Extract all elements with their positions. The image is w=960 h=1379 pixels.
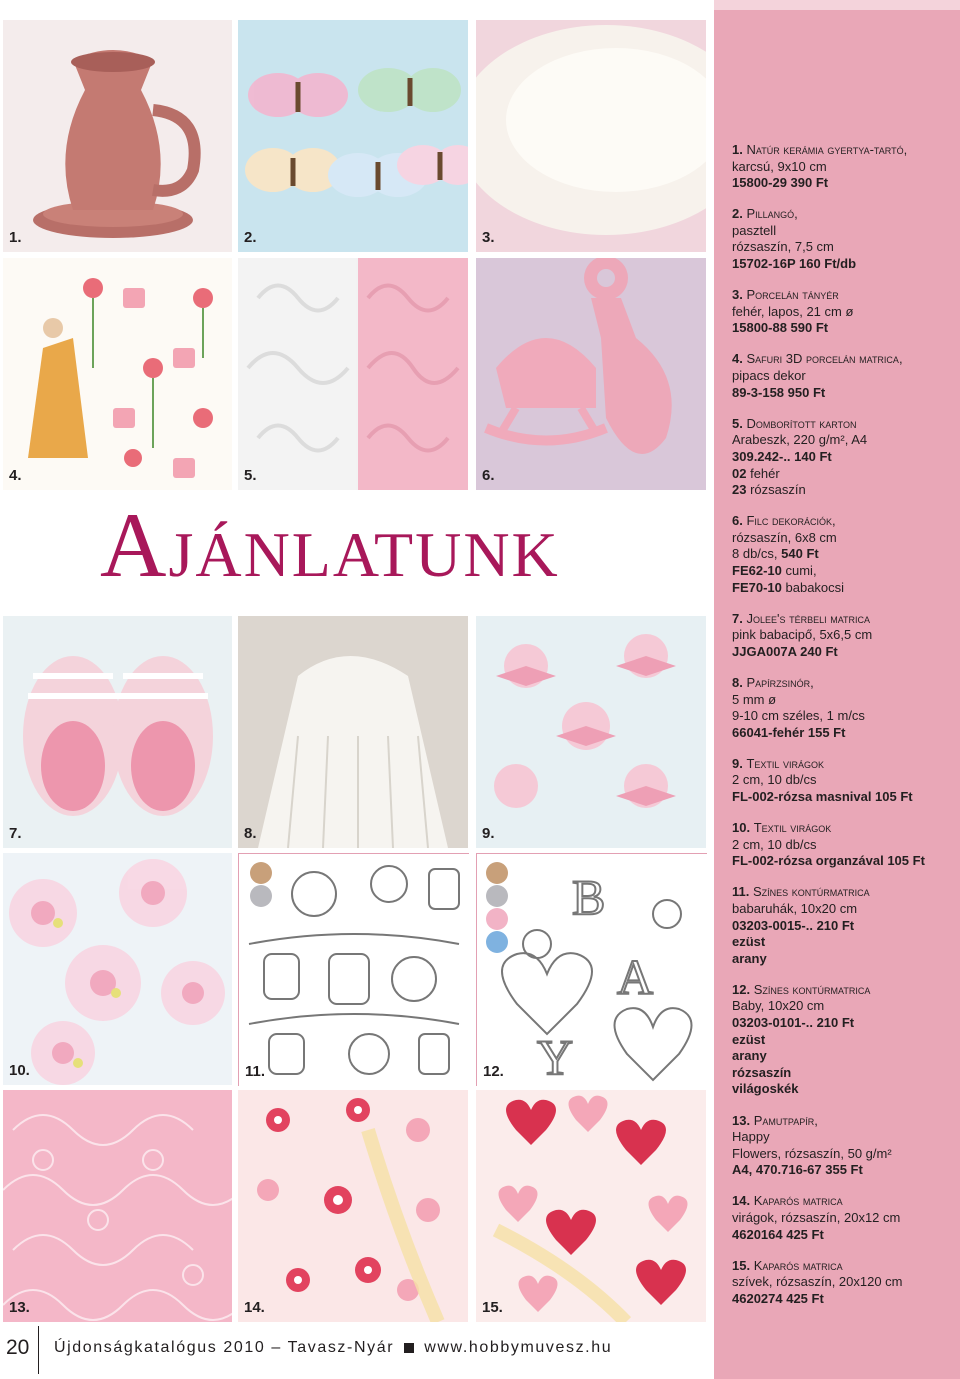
item-desc: pasztell (732, 222, 777, 238)
item-code: 4620274 425 Ft (732, 1290, 824, 1306)
product-photo-2 (238, 20, 468, 252)
product-photo-3 (476, 20, 706, 252)
item-index: 10. (732, 820, 751, 836)
tile-number: 8. (244, 825, 257, 842)
item-title: Textil virágok (753, 820, 832, 836)
product-item (732, 675, 954, 741)
item-title: Natúr kerámia gyertya-tartó, (746, 142, 908, 157)
footer-text (54, 1339, 612, 1357)
product-item (732, 416, 954, 499)
product-list-sidebar (714, 0, 960, 1379)
footer-divider (38, 1326, 39, 1374)
item-title: Kaparós matrica (753, 1257, 843, 1273)
item-title: Domborított karton (746, 415, 857, 431)
felt-pacifier-stroller-icon (476, 258, 706, 490)
tile-number: 9. (482, 825, 495, 842)
item-desc: 2 cm, 10 db/cs (732, 836, 817, 852)
product-list (732, 142, 954, 1322)
item-index: 3. (732, 287, 743, 303)
headline-text: Ajánlatunk (100, 494, 560, 596)
item-desc: virágok, rózsaszín, 20x12 cm (732, 1209, 901, 1225)
item-index: 9. (732, 755, 743, 771)
item-desc: rózsaszín, 7,5 cm (732, 239, 834, 255)
tile-number: 11. (245, 1063, 266, 1080)
color-swatches-11 (250, 862, 276, 912)
swatch-gold (486, 862, 508, 884)
item-desc: szívek, rózsaszín, 20x120 cm (732, 1274, 903, 1290)
tile-number: 15. (482, 1299, 503, 1316)
item-index: 1. (732, 142, 743, 157)
item-code: FL-002-rózsa organzával 105 Ft (732, 853, 925, 869)
ceramic-jug-icon (3, 20, 232, 252)
item-code: 309.242-.. 140 Ft (732, 448, 832, 464)
tile-number: 3. (482, 229, 495, 246)
product-item (732, 1258, 954, 1308)
product-item (732, 1193, 954, 1243)
product-photo-5 (238, 258, 468, 490)
item-variant-code: 23 (732, 482, 747, 498)
item-title: Színes kontúrmatrica (752, 884, 870, 900)
swatch-silver (250, 885, 272, 907)
svg-text:Y: Y (537, 1029, 574, 1085)
product-item (732, 611, 954, 661)
item-title: Jolee's térbeli matrica (746, 610, 871, 626)
svg-text:B: B (572, 869, 606, 925)
item-desc: pink babacipő, 5x6,5 cm (732, 627, 873, 643)
item-code: 89-3-158 950 Ft (732, 384, 826, 400)
item-desc: Flowers, rózsaszín, 50 g/m² (732, 1145, 892, 1161)
svg-text:A: A (617, 949, 654, 1005)
product-item (732, 884, 954, 967)
item-desc: 5 mm ø (732, 691, 777, 707)
item-desc: 9-10 cm széles, 1 m/cs (732, 708, 865, 724)
item-code: 03203-0101-.. 210 Ft (732, 1015, 855, 1031)
item-variant-code: FE62-10 (732, 562, 782, 578)
item-code: arany (732, 1048, 767, 1064)
item-title: Filc dekorációk, (746, 513, 836, 529)
tile-number: 4. (9, 467, 22, 484)
swatch-pink (486, 908, 508, 930)
item-code: JJGA007A 240 Ft (732, 643, 838, 659)
item-variant-code: 02 (732, 465, 747, 481)
fabric-flowers-organza-icon (3, 853, 232, 1085)
item-code: 15800-29 390 Ft (732, 175, 829, 191)
item-title: Papírzsinór, (746, 674, 814, 690)
item-pack: 8 db/cs, (732, 546, 778, 562)
tile-number: 12. (483, 1063, 504, 1080)
embossed-white-card-icon (238, 258, 468, 490)
butterflies-icon (238, 20, 468, 252)
tile-number: 1. (9, 229, 22, 246)
product-photo-4 (3, 258, 232, 490)
item-code: 4620164 425 Ft (732, 1226, 824, 1242)
item-code: 66041-fehér 155 Ft (732, 724, 846, 740)
product-item (732, 756, 954, 806)
product-item (732, 351, 954, 401)
item-desc: Baby, 10x20 cm (732, 998, 825, 1014)
item-index: 6. (732, 513, 743, 529)
item-desc: babaruhák, 10x20 cm (732, 900, 858, 916)
item-variant-label: rózsaszín (750, 482, 806, 498)
tile-number: 2. (244, 229, 257, 246)
item-code: 15702-16P 160 Ft/db (732, 256, 857, 272)
item-code: FL-002-rózsa masnival 105 Ft (732, 789, 913, 804)
scratch-hearts-icon (476, 1090, 706, 1322)
product-item (732, 513, 954, 596)
item-title: Kaparós matrica (753, 1193, 843, 1209)
item-code: világoskék (732, 1081, 799, 1097)
swatch-gold (250, 862, 272, 884)
product-photo-9 (476, 616, 706, 848)
item-code: A4, 470.716-67 355 Ft (732, 1162, 863, 1178)
item-variant-code: FE70-10 (732, 579, 782, 595)
swatch-lightblue (486, 931, 508, 953)
item-code: rózsaszín (732, 1064, 792, 1080)
item-index: 7. (732, 610, 743, 626)
page-headline (100, 492, 620, 602)
porcelain-plate-icon (476, 20, 706, 252)
fabric-flowers-ribbon-icon (476, 616, 706, 848)
item-variant-label: cumi, (785, 562, 817, 578)
product-photo-15 (476, 1090, 706, 1322)
product-item (732, 1113, 954, 1179)
item-index: 8. (732, 674, 743, 690)
item-variant-label: fehér (750, 465, 780, 481)
pink-pattern-paper-icon (3, 1090, 232, 1322)
sticker-sheet-icon (3, 258, 232, 490)
item-desc: Happy (732, 1129, 770, 1145)
item-desc: Arabeszk, 220 g/m², A4 (732, 432, 868, 448)
item-title: Színes kontúrmatrica (753, 981, 871, 997)
paper-cord-icon (238, 616, 468, 848)
item-desc: fehér, lapos, 21 cm ø (732, 303, 854, 319)
item-desc: pipacs dekor (732, 368, 806, 384)
scratch-flowers-icon (238, 1090, 468, 1322)
product-item (732, 287, 954, 337)
item-index: 4. (732, 351, 743, 367)
item-index: 15. (732, 1257, 751, 1273)
item-index: 5. (732, 415, 743, 431)
item-index: 12. (732, 981, 751, 997)
page-number: 20 (6, 1336, 30, 1359)
product-photo-13 (3, 1090, 232, 1322)
item-price: 540 Ft (781, 546, 819, 562)
product-item (732, 142, 954, 192)
item-desc: 2 cm, 10 db/cs (732, 772, 817, 788)
product-photo-10 (3, 853, 232, 1085)
product-photo-8 (238, 616, 468, 848)
item-variant-label: babakocsi (785, 579, 845, 595)
item-code: 15800-88 590 Ft (732, 320, 829, 336)
item-code: ezüst (732, 934, 766, 950)
item-title: Textil virágok (746, 755, 825, 771)
product-photo-14 (238, 1090, 468, 1322)
item-title: Pamutpapír, (753, 1112, 818, 1128)
tile-number: 10. (9, 1062, 30, 1079)
product-photo-1 (3, 20, 232, 252)
page-footer (0, 1322, 714, 1379)
website-link[interactable]: www.hobbymuvesz.hu (424, 1339, 613, 1356)
product-item (732, 206, 954, 272)
item-code: arany (732, 950, 767, 966)
item-index: 13. (732, 1112, 751, 1128)
item-code: ezüst (732, 1031, 766, 1047)
item-index: 2. (732, 206, 743, 222)
item-title: Pillangó, (746, 206, 798, 222)
item-index: 14. (732, 1193, 751, 1209)
catalog-title: Újdonságkatalógus 2010 – Tavasz-Nyár (54, 1339, 395, 1356)
tile-number: 13. (9, 1299, 30, 1316)
sidebar-top-strip (714, 0, 960, 10)
item-desc: rózsaszín, 6x8 cm (732, 529, 837, 545)
item-code: 03203-0015-.. 210 Ft (732, 917, 855, 933)
item-desc: karcsú, 9x10 cm (732, 158, 827, 174)
tile-number: 7. (9, 825, 22, 842)
tile-number: 6. (482, 467, 495, 484)
product-photo-6 (476, 258, 706, 490)
item-index: 11. (732, 884, 750, 900)
color-swatches (486, 862, 512, 952)
item-title: Porcelán tányér (746, 287, 839, 303)
product-item (732, 982, 954, 1098)
product-photo-7 (3, 616, 232, 848)
product-item (732, 820, 954, 870)
square-bullet-icon (404, 1343, 414, 1353)
tile-number: 5. (244, 467, 257, 484)
tile-number: 14. (244, 1299, 265, 1316)
swatch-silver (486, 885, 508, 907)
item-title: Safuri 3D porcelán matrica, (746, 351, 903, 367)
baby-shoes-icon (3, 616, 232, 848)
